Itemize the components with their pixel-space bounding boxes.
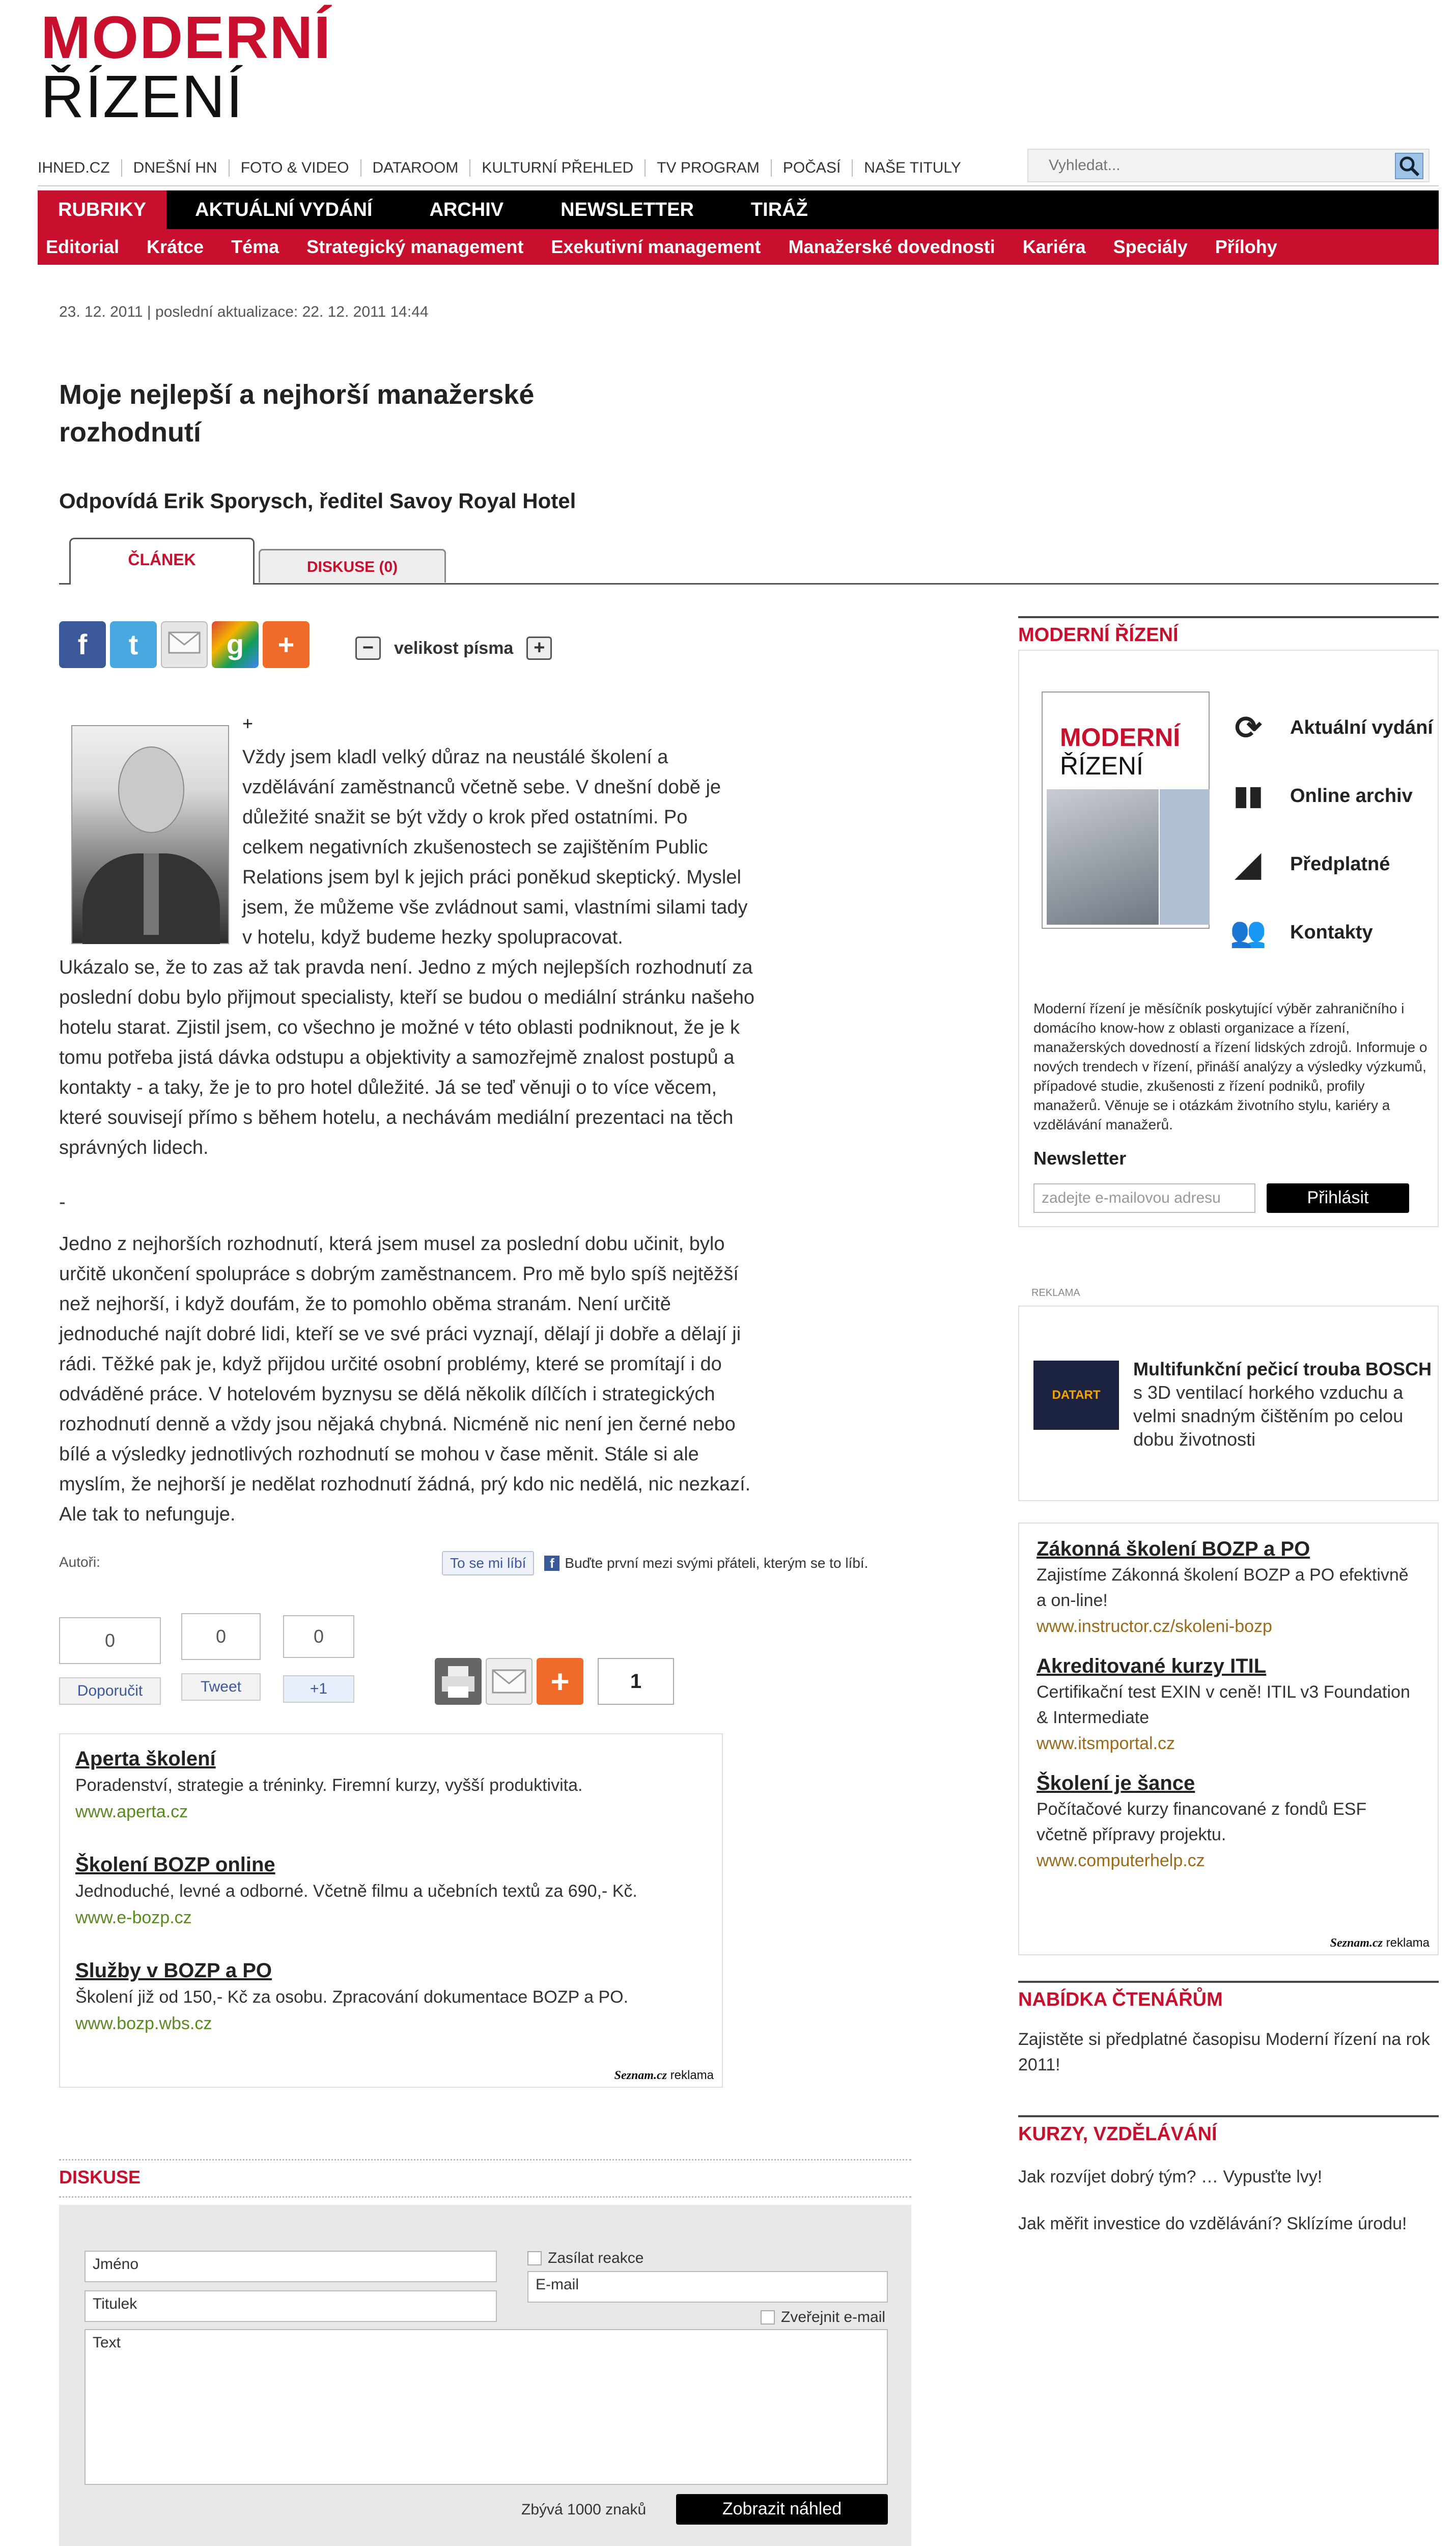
magazine-description: Moderní řízení je měsíčník poskytující výběr zahraničního i domácího know-how z oblasti organizace a řízení, manažerských dovedností a řízení lidských zdrojů. Informuje o nových trendech v řízení, přináší analýzy a výsledky výzkumů, případové studie, zkušenosti z řízení podniků, profily manažerů. Věnuje se i otázkám životního stylu, kariéry a vzdělávání manažerů. — [1033, 1001, 1427, 1132]
font-increase-button[interactable]: + — [526, 636, 552, 660]
facebook-like-line — [442, 1551, 868, 1575]
main-nav — [38, 190, 1439, 229]
article-paragraph-1-rest: Ukázalo se, že to zas až tak pravda není. Jedno z mých nejlepších rozhodnutí za poslední dobu bylo přijmout specialisty, kteří se budou o mediální stránku našeho hotelu starat. Zjistil jsem, co všechno je možné v této oblasti podniknout, že je k tomu potřeba jistá dávka odstupu a objektivity a samozřejmě znalost postupů a kontakty - a taky, že je to pro hotel důležité. Já se teď věnuji o to více věcem, které souvisejí přímo s během hotelu, a nechávám mediální prezentaci na těch správných lidech. — [59, 957, 754, 1158]
subnav-item[interactable]: Manažerské dovednosti — [788, 236, 995, 257]
mainnav-rubriky[interactable]: RUBRIKY — [38, 190, 166, 229]
minus-marker: - — [59, 1192, 66, 1213]
sezam-label[interactable] — [614, 2068, 714, 2083]
preview-button[interactable]: Zobrazit náhled — [676, 2494, 888, 2525]
checkbox-label: Zveřejnit e-mail — [781, 2309, 886, 2326]
topnav-item[interactable]: DATAROOM — [361, 159, 471, 177]
sidebar-magazine-box — [1018, 650, 1439, 1227]
search-box — [1027, 149, 1430, 182]
ad-url[interactable]: www.computerhelp.cz — [1037, 1851, 1205, 1870]
ad-item[interactable] — [75, 1957, 707, 2037]
article-date: 23. 12. 2011 | poslední aktualizace: 22. 12. 2011 14:44 — [59, 303, 429, 320]
article-subtitle: Odpovídá Erik Sporysch, ředitel Savoy Royal Hotel — [59, 489, 576, 513]
envelope-shape — [487, 1659, 531, 1704]
mainnav-archiv[interactable]: ARCHIV — [429, 199, 504, 220]
envelope-shape — [164, 622, 205, 663]
ad-url[interactable]: www.instructor.cz/skoleni-bozp — [1037, 1617, 1272, 1636]
addthis-icon[interactable]: + — [537, 1658, 583, 1705]
ad-url[interactable]: www.bozp.wbs.cz — [75, 2014, 212, 2033]
checkbox-box[interactable] — [527, 2251, 542, 2265]
text-line: Relations jsem byl k jejich práci poněkud skeptický. — [242, 867, 681, 888]
ad-url[interactable]: www.itsmportal.cz — [1037, 1734, 1175, 1753]
topnav-item[interactable]: KULTURNÍ PŘEHLED — [470, 159, 646, 177]
ad-item[interactable] — [1037, 1536, 1420, 1640]
ad-desc: Poradenství, strategie a tréninky. Firemní kurzy, vyšší produktivita. — [75, 1776, 583, 1795]
search-button[interactable] — [1395, 153, 1423, 179]
subject-field[interactable]: Titulek — [85, 2290, 497, 2322]
facebook-small-icon: f — [544, 1556, 559, 1571]
like-count: 0 — [59, 1617, 161, 1664]
print-icon[interactable] — [435, 1658, 482, 1705]
text-line: Vždy jsem kladl velký důraz na neustálé školení a — [242, 746, 668, 768]
text-line: Myslel jsem, že můžeme vše zvládnout sami, vlastními — [242, 867, 741, 918]
sub-nav — [38, 229, 1439, 265]
gplus-counter — [283, 1615, 385, 1702]
sezam-reklama: reklama — [1386, 1936, 1430, 1950]
course-link[interactable]: Jak rozvíjet dobrý tým? … Vypusťte lvy! — [1018, 2167, 1323, 2187]
ad-item[interactable] — [1037, 1653, 1420, 1757]
topnav-item[interactable]: FOTO & VIDEO — [230, 159, 361, 177]
ad-banner-body: s 3D ventilací horkého vzduchu a velmi snadným čištěním po celou dobu životnosti — [1133, 1382, 1404, 1450]
search-input[interactable] — [1028, 150, 1395, 181]
link-label[interactable]: Předplatné — [1290, 853, 1390, 875]
plus-marker: + — [242, 713, 254, 734]
sidebar-sponsored-links — [1018, 1523, 1439, 1955]
topnav-item[interactable]: NAŠE TITULY — [864, 159, 961, 176]
tweet-counter — [181, 1613, 283, 1700]
checkbox-box[interactable] — [761, 2310, 775, 2324]
font-decrease-button[interactable]: − — [355, 636, 381, 660]
subnav-item[interactable]: Téma — [231, 236, 279, 257]
magazine-cover[interactable] — [1042, 691, 1210, 929]
facebook-like-text: Buďte první mezi svými přáteli, kterým se to líbí. — [565, 1555, 869, 1571]
offer-text[interactable]: Zajistěte si předplatné časopisu Moderní řízení na rok 2011! — [1018, 2030, 1430, 2074]
text-line: vzdělávání zaměstnanců včetně sebe. V dnešní době je — [242, 777, 721, 798]
sezam-label[interactable] — [1330, 1936, 1430, 1950]
ad-item[interactable] — [75, 1851, 707, 1931]
sidebar-ad-banner[interactable] — [1018, 1306, 1439, 1501]
ad-desc: Školení již od 150,- Kč za osobu. Zpracování dokumentace BOZP a PO. — [75, 1987, 629, 2007]
link-aktualni-vydani[interactable] — [1228, 694, 1433, 762]
subnav-item[interactable]: Přílohy — [1215, 236, 1277, 257]
datart-logo: DATART — [1033, 1361, 1119, 1430]
article-paragraph-2: Jedno z nejhorších rozhodnutí, která jsem musel za poslední dobu učinit, bylo určitě ukončení spolupráce s dobrým zaměstnancem. Pro mě bylo spíš nejtěžší než nejhorší, i když doufám, že to pomohlo oběma stranám. Není určitě jednoduché najít dobré lidi, kteří se ve své práci vyznají, dělají ji dobře a dělají ji rádi. Těžké pak je, když přijdou určité osobní problémy, které se promítají i do odváděné práce. V hotelovém byznysu se dělá několik dílčích i strategických rozhodnutí denně a vždy jsou nějaká chybná. Nicméně nic není jen černé nebo bílé a výsledky jednotlivých rozhodnutí se mohou v čase měnit. Stále si ale myslím, že nejhorší je nedělat rozhodnutí žádná, prý kdo nic nedělá, nic nezkazí. Ale tak to nefunguje. — [59, 1233, 751, 1525]
discussion-form — [59, 2205, 911, 2546]
sezam-reklama: reklama — [670, 2068, 714, 2082]
share-bar — [59, 621, 314, 668]
remaining-characters: Zbývá 1000 znaků — [521, 2501, 647, 2518]
mainnav-aktualni-vydani[interactable]: AKTUÁLNÍ VYDÁNÍ — [195, 199, 373, 220]
refresh-icon: ⟳ — [1235, 709, 1262, 746]
photo-tie — [144, 853, 159, 935]
topnav-item[interactable]: DNEŠNÍ HN — [122, 159, 230, 177]
ad-desc: Jednoduché, levné a odborné. Včetně filmu a učebních textů za 690,- Kč. — [75, 1881, 637, 1901]
facebook-like-button[interactable]: To se mi líbí — [442, 1551, 534, 1575]
email-field[interactable]: E-mail — [527, 2271, 888, 2303]
tweet-button[interactable]: Tweet — [181, 1673, 261, 1701]
subnav-item[interactable]: Strategický management — [306, 236, 524, 257]
subnav-item[interactable]: Exekutivní management — [551, 236, 761, 257]
discussion-heading: DISKUSE — [59, 2159, 911, 2198]
link-label[interactable]: Aktuální vydání — [1290, 716, 1433, 738]
logo-line1[interactable]: MODERNÍ — [41, 4, 332, 71]
article-tabs — [59, 535, 1439, 585]
newsletter-email-input[interactable]: zadejte e-mailovou adresu — [1033, 1183, 1255, 1213]
article-paragraph-1-top — [242, 742, 751, 953]
add-share-icon[interactable]: + — [263, 621, 310, 668]
ad-banner-title: Multifunkční pečicí trouba BOSCH — [1133, 1359, 1432, 1379]
link-label[interactable]: Kontakty — [1290, 921, 1373, 943]
article-title: Moje nejlepší a nejhorší manažerské rozhodnutí — [59, 379, 535, 448]
ad-desc: Počítačové kurzy financované z fondů ESF včetně přípravy projektu. — [1037, 1800, 1367, 1844]
mainnav-tiraz[interactable]: TIRÁŽ — [750, 199, 808, 220]
google-plus-icon[interactable]: g — [212, 621, 259, 668]
archive-icon: ▮▮ — [1234, 781, 1263, 811]
newsletter-label: Newsletter — [1033, 1148, 1127, 1169]
share-count: 1 — [598, 1658, 674, 1705]
email-share-icon[interactable] — [486, 1658, 533, 1705]
top-nav — [38, 153, 1030, 183]
ad-item[interactable] — [1037, 1770, 1420, 1874]
ad-title[interactable]: Služby v BOZP a PO — [75, 1959, 272, 1982]
gplus-button[interactable]: +1 — [283, 1675, 354, 1703]
courses-heading: KURZY, VZDĚLÁVÁNÍ — [1018, 2115, 1439, 2151]
topnav-item[interactable]: POČASÍ — [772, 159, 853, 177]
newsletter-subscribe-button[interactable]: Přihlásit — [1267, 1183, 1409, 1213]
tweet-count: 0 — [181, 1613, 261, 1660]
author-photo — [71, 725, 229, 944]
subnav-item[interactable]: Editorial — [46, 236, 120, 257]
ad-title[interactable]: Školení je šance — [1037, 1772, 1195, 1794]
text-area[interactable]: Text — [85, 2329, 888, 2485]
topnav-item[interactable]: IHNED.CZ — [38, 159, 122, 177]
subnav-item[interactable]: Speciály — [1113, 236, 1188, 257]
text-line: celkem negativních zkušenostech se zajištěním Public — [242, 837, 708, 858]
ad-desc: Certifikační test EXIN v ceně! ITIL v3 Foundation & Intermediate — [1037, 1682, 1410, 1727]
ad-label: REKLAMA — [1031, 1287, 1080, 1298]
link-predplatne[interactable] — [1228, 830, 1433, 898]
font-size-control — [342, 636, 565, 660]
tab-article[interactable]: ČLÁNEK — [69, 538, 255, 585]
authors-label: Autoři: — [59, 1554, 100, 1570]
magazine-links — [1228, 694, 1433, 966]
ad-title[interactable]: Aperta školení — [75, 1748, 216, 1770]
cover-title-2: ŘÍZENÍ — [1060, 752, 1143, 780]
printer-shape — [435, 1658, 482, 1705]
ad-desc: Zajistíme Zákonná školení BOZP a PO efektivně a on-line! — [1037, 1565, 1409, 1610]
ad-url[interactable]: www.e-bozp.cz — [75, 1908, 192, 1927]
email-icon[interactable] — [161, 621, 208, 668]
sezam-brand: Seznam.cz — [614, 2069, 667, 2082]
link-label[interactable]: Online archiv — [1290, 785, 1413, 807]
topnav-item[interactable]: TV PROGRAM — [646, 159, 772, 177]
bag-icon: ◢ — [1236, 846, 1261, 882]
ad-item[interactable] — [75, 1746, 707, 1825]
offer-heading: NABÍDKA ČTENÁŘŮM — [1018, 1981, 1439, 2016]
cover-image — [1047, 789, 1159, 925]
cover-title-1: MODERNÍ — [1060, 723, 1181, 752]
checkbox-label: Zasílat reakce — [548, 2250, 644, 2266]
font-size-label: velikost písma — [394, 638, 514, 658]
subnav-item[interactable]: Krátce — [147, 236, 204, 257]
photo-face — [118, 746, 184, 833]
course-link[interactable]: Jak měřit investice do vzdělávání? Sklízíme úrodu! — [1018, 2214, 1407, 2233]
cover-sidebar — [1160, 789, 1210, 925]
subnav-item[interactable]: Kariéra — [1022, 236, 1086, 257]
like-counter — [59, 1617, 161, 1704]
text-line: důležité snažit se být vždy o krok před ostatními. Po — [242, 807, 688, 828]
ad-banner-text[interactable] — [1133, 1358, 1434, 1451]
sezam-brand: Seznam.cz — [1330, 1936, 1383, 1950]
sidebar-heading: MODERNÍ ŘÍZENÍ — [1018, 616, 1439, 652]
ad-title[interactable]: Akreditované kurzy ITIL — [1037, 1655, 1267, 1677]
search-icon — [1396, 154, 1422, 178]
send-replies-checkbox[interactable] — [527, 2250, 643, 2267]
recommend-button[interactable]: Doporučit — [59, 1677, 161, 1705]
facebook-icon[interactable]: f — [59, 621, 106, 668]
article-tools — [435, 1658, 674, 1705]
divider — [38, 185, 1439, 186]
ad-title[interactable]: Školení BOZP online — [75, 1853, 275, 1876]
name-field[interactable]: Jméno — [85, 2251, 497, 2282]
ad-title[interactable]: Zákonná školení BOZP a PO — [1037, 1538, 1310, 1560]
ad-url[interactable]: www.aperta.cz — [75, 1802, 188, 1821]
tab-discussion[interactable]: DISKUSE (0) — [259, 549, 446, 583]
sponsored-links — [59, 1733, 723, 2088]
logo-line2[interactable]: ŘÍZENÍ — [41, 63, 244, 130]
people-icon: 👥 — [1229, 916, 1267, 949]
link-kontakty[interactable] — [1228, 898, 1433, 966]
gplus-count: 0 — [283, 1615, 354, 1658]
mainnav-newsletter[interactable]: NEWSLETTER — [561, 199, 694, 220]
twitter-icon[interactable]: t — [110, 621, 157, 668]
tab-underline — [59, 583, 1439, 585]
text-line: silami tady v hotelu, když budeme hezky spolupracovat. — [242, 897, 748, 948]
publish-email-checkbox[interactable] — [761, 2309, 885, 2326]
link-online-archiv[interactable] — [1228, 762, 1433, 830]
